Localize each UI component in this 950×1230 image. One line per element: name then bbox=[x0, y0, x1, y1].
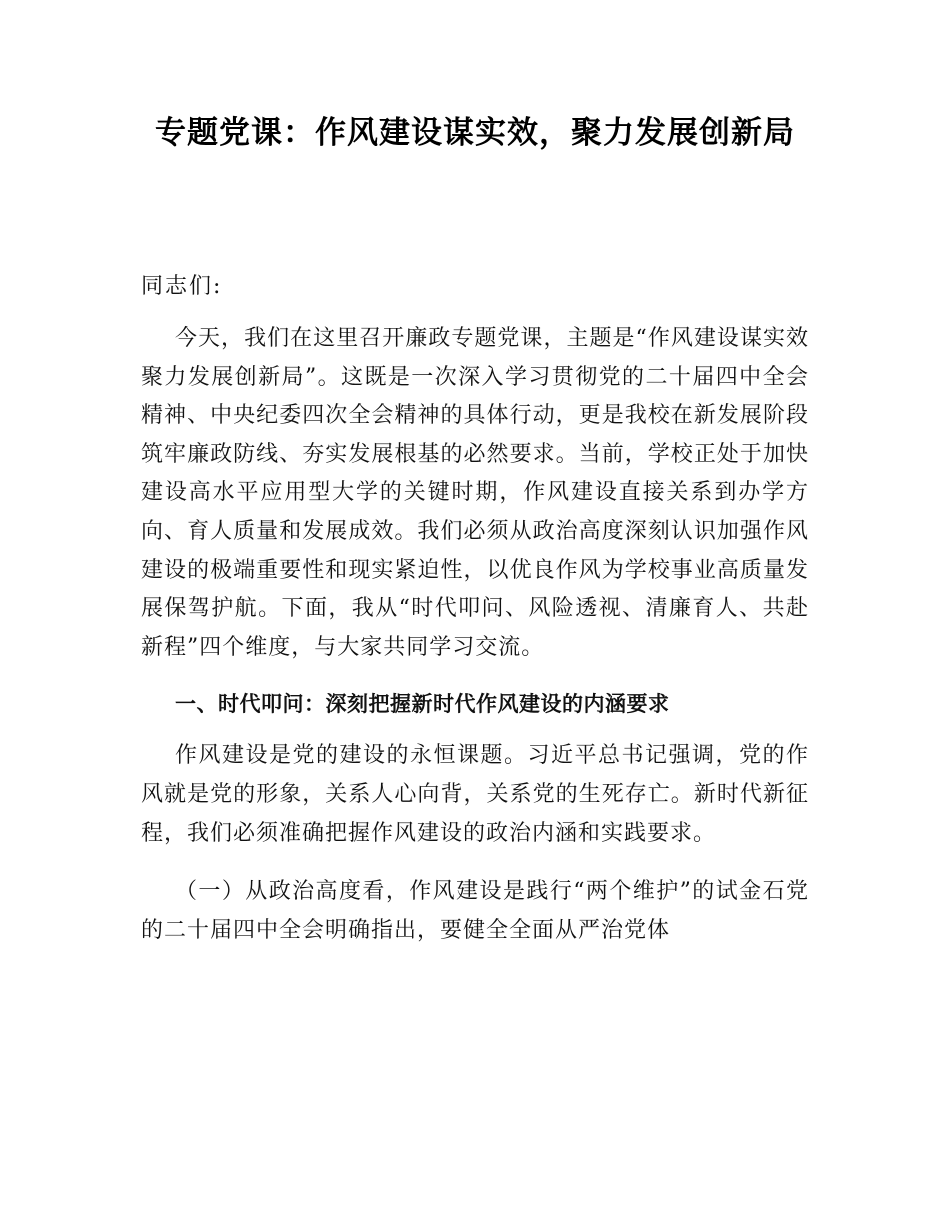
salutation: 同志们: bbox=[141, 274, 223, 299]
section-heading-1: 一、时代叩问：深刻把握新时代作风建设的内涵要求 bbox=[175, 692, 670, 717]
subsection-1-paragraph: （一）从政治高度看，作风建设是践行“两个维护”的试金石党的二十届四中全会明确指出，要健全全面从严治党体 bbox=[141, 879, 809, 943]
document-body bbox=[141, 320, 809, 950]
document-title: 专题党课：作风建设谋实效，聚力发展创新局 bbox=[155, 115, 795, 151]
intro-paragraph: 今天，我们在这里召开廉政专题党课，主题是“作风建设谋实效聚力发展创新局”。这既是一次深入学习贯彻党的二十届四中全会精神、中央纪委四次全会精神的具体行动，更是我校在新发展阶段筑牢廉政防线、夯实发展根基的必然要求。当前，学校正处于加快建设高水平应用型大学的关键时期，作风建设直接关系到办学方向、育人质量和发展成效。我们必须从政治高度深刻认识加强作风建设的极端重要性和现实紧迫性，以优良作风为学校事业高质量发展保驾护航。下面，我从“时代叩问、风险透视、清廉育人、共赴新程”四个维度，与大家共同学习交流。 bbox=[141, 326, 809, 660]
document-page bbox=[141, 110, 809, 943]
section-1-paragraph: 作风建设是党的建设的永恒课题。习近平总书记强调，党的作风就是党的形象，关系人心向背，关系党的生死存亡。新时代新征程，我们必须准确把握作风建设的政治内涵和实践要求。 bbox=[141, 743, 809, 846]
